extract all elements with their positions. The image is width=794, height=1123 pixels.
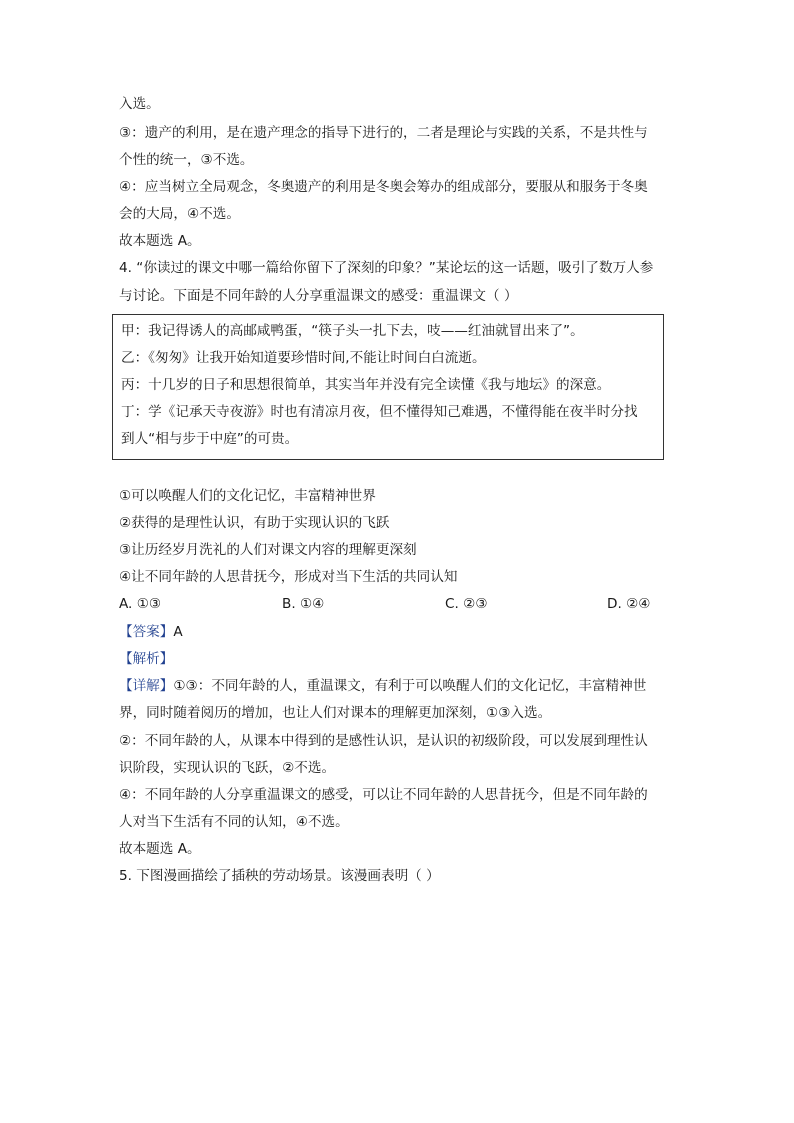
question-4-stem: 4. “你读过的课文中哪一篇给你留下了深刻的印象？”某论坛的这一话题，吸引了数万人参 [119, 260, 654, 276]
statement: ①可以唤醒人们的文化记忆，丰富精神世界 [119, 488, 376, 504]
quote-line: 甲：我记得诱人的高邮咸鸭蛋，“筷子头一扎下去，吱——红油就冒出来了”。 [121, 323, 584, 339]
option-c: C. ②③ [445, 596, 488, 612]
option-a: A. ①③ [119, 596, 162, 612]
detail-line: 故本题选 A。 [119, 841, 201, 857]
detail-text: ①③：不同年龄的人，重温课文，有利于可以唤醒人们的文化记忆，丰富精神世 [173, 678, 647, 694]
text-line: ③：遗产的利用，是在遗产理念的指导下进行的，二者是理论与实践的关系，不是共性与 [119, 125, 648, 141]
option-d: D. ②④ [607, 596, 651, 612]
question-5-stem: 5. 下图漫画描绘了插秧的劳动场景。该漫画表明（ ） [119, 868, 440, 884]
detail-line [119, 676, 646, 696]
analysis-line [119, 649, 173, 669]
detail-line: 识阶段，实现认识的飞跃，②不选。 [119, 760, 336, 776]
text-line: 入选。 [119, 96, 160, 112]
quote-box [112, 314, 664, 460]
answer-value: A [173, 624, 183, 640]
statement: ④让不同年龄的人思昔抚今，形成对当下生活的共同认知 [119, 569, 458, 585]
answer-line [119, 622, 183, 642]
statement: ②获得的是理性认识，有助于实现认识的飞跃 [119, 515, 390, 531]
question-4-stem: 与讨论。下面是不同年龄的人分享重温课文的感受：重温课文（ ） [119, 288, 518, 304]
quote-line: 丙：十几岁的日子和思想很简单，其实当年并没有完全读懂《我与地坛》的深意。 [121, 377, 611, 393]
option-b: B. ①④ [282, 596, 325, 612]
text-line: 会的大局，④不选。 [119, 206, 240, 222]
text-line: 故本题选 A。 [119, 233, 201, 249]
detail-line: 人对当下生活有不同的认知，④不选。 [119, 814, 349, 830]
quote-line: 丁：学《记承天寺夜游》时也有清凉月夜，但不懂得知己难遇，不懂得能在夜半时分找 [121, 404, 638, 420]
statement: ③让历经岁月洗礼的人们对课文内容的理解更深刻 [119, 542, 417, 558]
analysis-tag: 【解析】 [119, 651, 174, 667]
text-line: 个性的统一，③不选。 [119, 152, 254, 168]
quote-line: 乙：《匆匆》让我开始知道要珍惜时间,不能让时间白白流逝。 [121, 350, 486, 366]
detail-tag: 【详解】 [119, 678, 174, 694]
detail-line: 界，同时随着阅历的增加，也让人们对课本的理解更加深刻，①③入选。 [119, 705, 552, 721]
detail-line: ④：不同年龄的人分享重温课文的感受，可以让不同年龄的人思昔抚今，但是不同年龄的 [119, 787, 648, 803]
text-line: ④：应当树立全局观念，冬奥遗产的利用是冬奥会筹办的组成部分，要服从和服务于冬奥 [119, 179, 648, 195]
detail-line: ②：不同年龄的人，从课本中得到的是感性认识，是认识的初级阶段，可以发展到理性认 [119, 733, 648, 749]
answer-tag: 【答案】 [119, 624, 174, 640]
quote-line: 到人“相与步于中庭”的可贵。 [121, 431, 299, 447]
